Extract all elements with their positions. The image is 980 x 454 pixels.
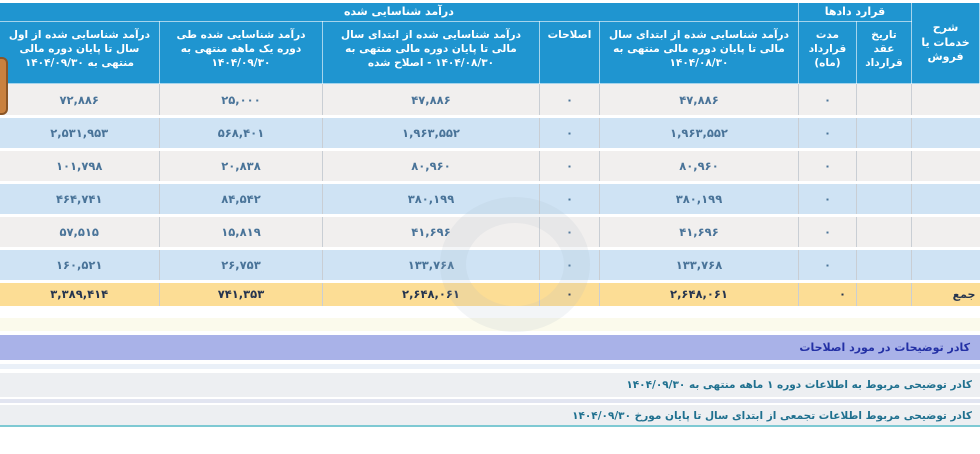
total-revenue-1month: ۷۴۱,۳۵۳: [159, 282, 322, 307]
cell-revenue-1month: ۸۴,۵۴۲: [159, 183, 322, 216]
cell-revenue-1month: ۱۵,۸۱۹: [159, 216, 322, 249]
cell-revenue-1month: ۲۵,۰۰۰: [159, 84, 322, 117]
header-contract-duration: مدت قرارداد (ماه): [798, 22, 856, 84]
cell-revenue-ytd: ۵۷,۵۱۵: [0, 216, 159, 249]
total-label-cell: جمع: [912, 282, 980, 307]
cell-contract-duration: ۰: [798, 150, 856, 183]
cell-service: [912, 117, 980, 150]
header-revenue-1month: درآمد شناسایی شده طی دوره یک ماهه منتهی به ۱۴۰۴/۰۹/۳۰: [159, 22, 322, 84]
table-row: [0, 150, 980, 183]
cell-adjustments: ۰: [539, 150, 599, 183]
header-revenue-to-0830: درآمد شناسایی شده از ابتدای سال مالی تا پایان دوره مالی منتهی به ۱۴۰۴/۰۸/۳۰: [599, 22, 798, 84]
cell-service: [912, 150, 980, 183]
cell-contract-duration: ۰: [798, 84, 856, 117]
cell-contract-date: [857, 183, 912, 216]
revenue-table: [0, 2, 980, 308]
cell-revenue-adjusted: ۴۱,۶۹۶: [322, 216, 539, 249]
cell-contract-date: [857, 216, 912, 249]
total-revenue-ytd: ۳,۳۸۹,۴۱۴: [0, 282, 159, 307]
section-gap-strip: [0, 318, 980, 331]
cell-adjustments: ۰: [539, 183, 599, 216]
table-header: [0, 3, 980, 84]
cell-contract-date: [857, 150, 912, 183]
cell-adjustments: ۰: [539, 216, 599, 249]
cell-revenue-ytd: ۲,۵۳۱,۹۵۳: [0, 117, 159, 150]
divider-strip: [0, 399, 980, 403]
note-row-monthly[interactable]: کادر توضیحی مربوط به اطلاعات دوره ۱ ماهه منتهی به ۱۴۰۴/۰۹/۳۰: [0, 373, 980, 397]
cell-adjustments: ۰: [539, 117, 599, 150]
table-row: [0, 117, 980, 150]
table-row: [0, 249, 980, 282]
divider-strip: [0, 364, 980, 369]
cell-revenue-ytd: ۷۲,۸۸۶: [0, 84, 159, 117]
cell-revenue-adjusted: ۱۳۳,۷۶۸: [322, 249, 539, 282]
group-header-row: [0, 3, 980, 22]
cell-revenue-to-0830: ۱۳۳,۷۶۸: [599, 249, 798, 282]
left-edge-marker: [0, 57, 8, 115]
table-row: [0, 183, 980, 216]
cell-service: [912, 84, 980, 117]
cell-contract-duration: ۰: [798, 117, 856, 150]
cell-revenue-adjusted: ۴۷,۸۸۶: [322, 84, 539, 117]
comments-section-header: کادر توضیحات در مورد اصلاحات: [0, 335, 980, 360]
cell-service: [912, 249, 980, 282]
header-service-column: شرح خدمات یا فروش: [912, 3, 980, 84]
cell-adjustments: ۰: [539, 84, 599, 117]
cell-revenue-ytd: ۱۶۰,۵۲۱: [0, 249, 159, 282]
cell-revenue-ytd: ۴۶۴,۷۴۱: [0, 183, 159, 216]
cell-revenue-1month: ۵۶۸,۴۰۱: [159, 117, 322, 150]
cell-service: [912, 216, 980, 249]
table-row: [0, 84, 980, 117]
cell-revenue-to-0830: ۸۰,۹۶۰: [599, 150, 798, 183]
cell-revenue-adjusted: ۳۸۰,۱۹۹: [322, 183, 539, 216]
cell-revenue-to-0830: ۴۱,۶۹۶: [599, 216, 798, 249]
header-revenue-ytd: درآمد شناسایی شده از اول سال تا پایان دوره مالی منتهی به ۱۴۰۴/۰۹/۳۰: [0, 22, 159, 84]
cell-revenue-adjusted: ۸۰,۹۶۰: [322, 150, 539, 183]
cell-contract-date: [857, 249, 912, 282]
cell-revenue-to-0830: ۱,۹۶۳,۵۵۲: [599, 117, 798, 150]
cell-service: [912, 183, 980, 216]
table-row: [0, 216, 980, 249]
header-revenue-to-0830-adjusted: درآمد شناسایی شده از ابتدای سال مالی تا پایان دوره مالی منتهی به ۱۴۰۴/۰۸/۳۰ - اصلاح شده: [322, 22, 539, 84]
total-revenue-adjusted: ۲,۶۴۸,۰۶۱: [322, 282, 539, 307]
cell-contract-duration: ۰: [798, 249, 856, 282]
cell-revenue-to-0830: ۳۸۰,۱۹۹: [599, 183, 798, 216]
table-body: [0, 84, 980, 307]
total-row: [0, 282, 980, 307]
header-contract-date: تاریخ عقد قرارداد: [857, 22, 912, 84]
total-revenue-to-0830: ۲,۶۴۸,۰۶۱: [599, 282, 798, 307]
cell-contract-date: [857, 84, 912, 117]
cell-revenue-to-0830: ۴۷,۸۸۶: [599, 84, 798, 117]
cell-contract-duration: ۰: [798, 183, 856, 216]
total-contract-date: [857, 282, 912, 307]
cell-contract-date: [857, 117, 912, 150]
note-row-cumulative[interactable]: کادر توضیحی مربوط اطلاعات تجمعی از ابتدای سال تا پایان مورخ ۱۴۰۴/۰۹/۳۰: [0, 405, 980, 427]
cell-contract-duration: ۰: [798, 216, 856, 249]
total-contract-duration: ۰: [798, 282, 856, 307]
cell-revenue-1month: ۲۶,۷۵۳: [159, 249, 322, 282]
cell-revenue-1month: ۲۰,۸۳۸: [159, 150, 322, 183]
header-adjustments: اصلاحات: [539, 22, 599, 84]
cell-adjustments: ۰: [539, 249, 599, 282]
sub-header-row: [0, 22, 980, 84]
codal-report-page: [0, 2, 980, 454]
total-adjustments: ۰: [539, 282, 599, 307]
cell-revenue-ytd: ۱۰۱,۷۹۸: [0, 150, 159, 183]
header-revenue-group: درآمد شناسایی شده: [0, 3, 798, 22]
cell-revenue-adjusted: ۱,۹۶۳,۵۵۲: [322, 117, 539, 150]
header-contracts-group: قرارد دادها: [798, 3, 911, 22]
